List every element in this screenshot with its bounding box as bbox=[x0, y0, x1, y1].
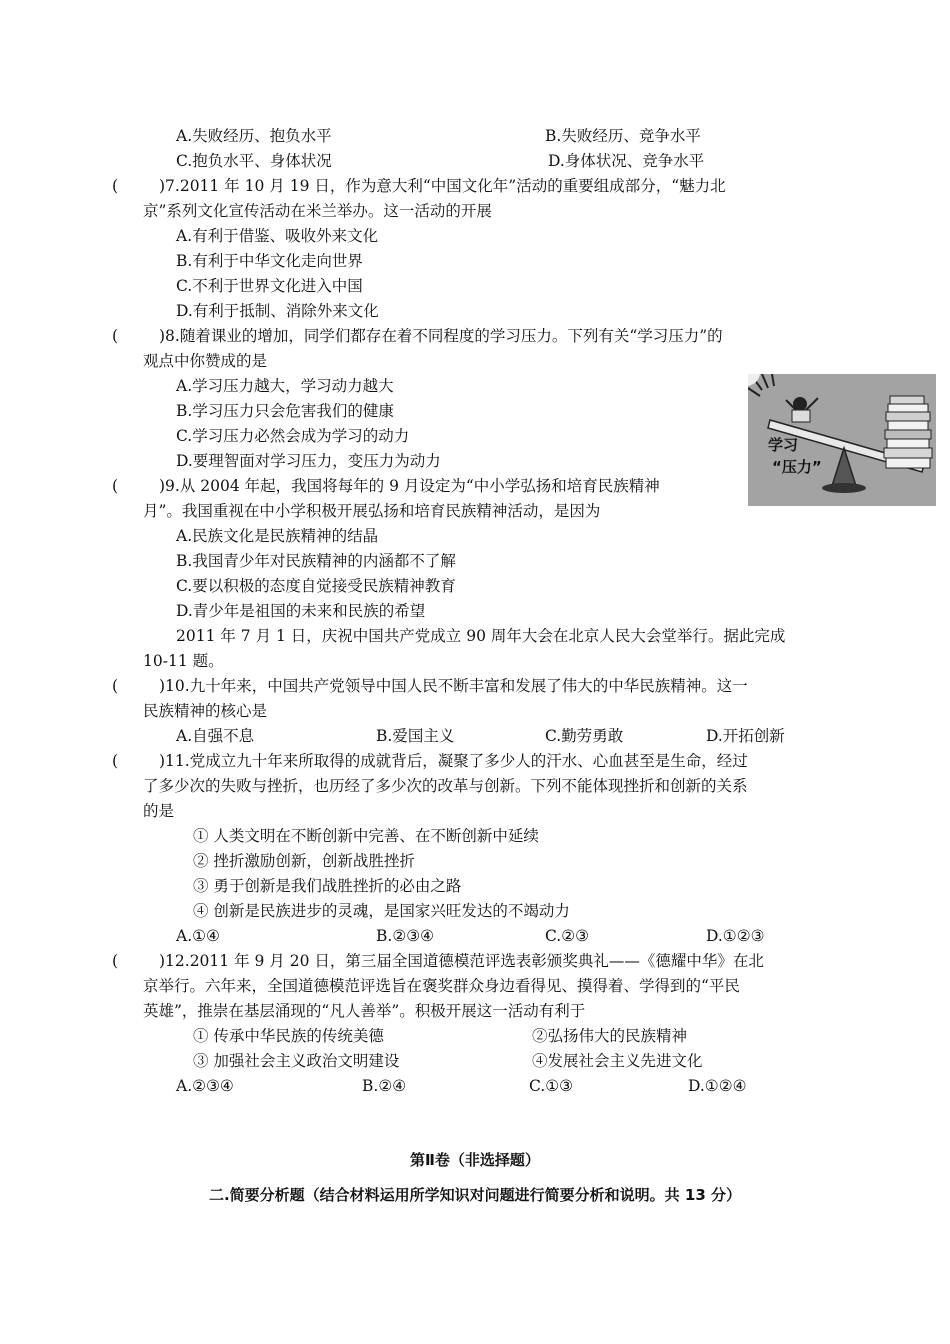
q10-stem-line-2: 民族精神的核心是 bbox=[143, 702, 268, 720]
q9-stem-line-1: )9.从 2004 年起，我国将每年的 9 月设定为“中小学弘扬和培育民族精神 bbox=[159, 477, 660, 495]
q8-stem-line-2: 观点中你赞成的是 bbox=[143, 352, 268, 370]
cartoon-label-top: 学习 bbox=[768, 436, 799, 454]
q10-stem-line-1: )10.九十年来，中国共产党领导中国人民不断丰富和发展了伟大的中华民族精神。这一 bbox=[159, 677, 748, 695]
q7-option-c[interactable]: C.不利于世界文化进入中国 bbox=[176, 277, 363, 295]
q12-option-d[interactable]: D.①②④ bbox=[688, 1077, 747, 1095]
q9-option-a[interactable]: A.民族文化是民族精神的结晶 bbox=[176, 527, 379, 545]
q7-option-a[interactable]: A.有利于借鉴、吸收外来文化 bbox=[176, 227, 379, 245]
q8-option-b[interactable]: B.学习压力只会危害我们的健康 bbox=[176, 402, 394, 420]
q6-option-a[interactable]: A.失败经历、抱负水平 bbox=[176, 127, 332, 145]
q10-option-c[interactable]: C.勤劳勇敢 bbox=[545, 727, 624, 745]
q10-option-a[interactable]: A.自强不息 bbox=[176, 727, 255, 745]
q11-answer-blank[interactable]: ( bbox=[112, 752, 119, 770]
q7-stem-line-2: 京”系列文化宣传活动在米兰举办。这一活动的开展 bbox=[143, 202, 492, 220]
q12-answer-blank[interactable]: ( bbox=[112, 952, 119, 970]
q9-option-d[interactable]: D.青少年是祖国的未来和民族的希望 bbox=[176, 602, 426, 620]
q11-item-1: ① 人类文明在不断创新中完善、在不断创新中延续 bbox=[193, 827, 539, 845]
q9-answer-blank[interactable]: ( bbox=[112, 477, 119, 495]
cartoon-illustration bbox=[748, 374, 936, 506]
section-2-heading: 二.简要分析题（结合材料运用所学知识对问题进行简要分析和说明。共 13 分） bbox=[208, 1186, 742, 1204]
q11-option-c[interactable]: C.②③ bbox=[545, 927, 590, 945]
q10-answer-blank[interactable]: ( bbox=[112, 677, 119, 695]
q9-option-b[interactable]: B.我国青少年对民族精神的内涵都不了解 bbox=[176, 552, 456, 570]
q12-item-1: ① 传承中华民族的传统美德 bbox=[193, 1027, 384, 1045]
q11-option-d[interactable]: D.①②③ bbox=[706, 927, 765, 945]
q12-option-c[interactable]: C.①③ bbox=[529, 1077, 574, 1095]
cartoon-label-bottom: “压力” bbox=[772, 458, 822, 476]
q12-item-4: ④发展社会主义先进文化 bbox=[532, 1052, 703, 1070]
q11-item-4: ④ 创新是民族进步的灵魂，是国家兴旺发达的不竭动力 bbox=[193, 902, 570, 920]
q6-option-c[interactable]: C.抱负水平、身体状况 bbox=[176, 152, 332, 170]
q11-stem-line-3: 的是 bbox=[143, 802, 175, 820]
q6-option-d[interactable]: D.身体状况、竞争水平 bbox=[548, 152, 705, 170]
q10-option-b[interactable]: B.爱国主义 bbox=[376, 727, 455, 745]
q9-option-c[interactable]: C.要以积极的态度自觉接受民族精神教育 bbox=[176, 577, 456, 595]
q6-option-b[interactable]: B.失败经历、竞争水平 bbox=[545, 127, 701, 145]
q8-option-c[interactable]: C.学习压力必然会成为学习的动力 bbox=[176, 427, 410, 445]
material-line-1: 2011 年 7 月 1 日，庆祝中国共产党成立 90 周年大会在北京人民大会堂举行。据此完成 bbox=[176, 627, 786, 645]
q11-option-a[interactable]: A.①④ bbox=[176, 927, 220, 945]
q8-option-a[interactable]: A.学习压力越大，学习动力越大 bbox=[176, 377, 394, 395]
q11-stem-line-2: 了多少次的失败与挫折，也历经了多少次的改革与创新。下列不能体现挫折和创新的关系 bbox=[143, 777, 748, 795]
q10-option-d[interactable]: D.开拓创新 bbox=[706, 727, 785, 745]
material-line-2: 10-11 题。 bbox=[143, 652, 224, 670]
q7-stem-line-1: )7.2011 年 10 月 19 日，作为意大利“中国文化年”活动的重要组成部分，“魅力北 bbox=[159, 177, 726, 195]
q8-stem-line-1: )8.随着课业的增加，同学们都存在着不同程度的学习压力。下列有关“学习压力”的 bbox=[159, 327, 723, 345]
q11-stem-line-1: )11.党成立九十年来所取得的成就背后，凝聚了多少人的汗水、心血甚至是生命，经过 bbox=[159, 752, 748, 770]
q12-stem-line-2: 京举行。六年来，全国道德模范评选旨在褒奖群众身边看得见、摸得着、学得到的“平民 bbox=[143, 977, 740, 995]
q7-option-d[interactable]: D.有利于抵制、消除外来文化 bbox=[176, 302, 379, 320]
q8-answer-blank[interactable]: ( bbox=[112, 327, 119, 345]
q11-item-2: ② 挫折激励创新，创新战胜挫折 bbox=[193, 852, 415, 870]
q12-option-b[interactable]: B.②④ bbox=[362, 1077, 407, 1095]
q12-item-2: ②弘扬伟大的民族精神 bbox=[532, 1027, 688, 1045]
q9-stem-line-2: 月”。我国重视在中小学积极开展弘扬和培育民族精神活动，是因为 bbox=[143, 502, 601, 520]
q12-stem-line-3: 英雄”，推崇在基层涌现的“凡人善举”。积极开展这一活动有利于 bbox=[143, 1002, 586, 1020]
section-2-title: 第Ⅱ卷（非选择题） bbox=[410, 1151, 540, 1169]
q12-stem-line-1: )12.2011 年 9 月 20 日，第三届全国道德模范评选表彰颁奖典礼——《德耀中华》在北 bbox=[159, 952, 764, 970]
q8-option-d[interactable]: D.要理智面对学习压力，变压力为动力 bbox=[176, 452, 441, 470]
q12-option-a[interactable]: A.②③④ bbox=[176, 1077, 234, 1095]
q12-item-3: ③ 加强社会主义政治文明建设 bbox=[193, 1052, 400, 1070]
study-pressure-cartoon bbox=[748, 374, 936, 506]
q7-option-b[interactable]: B.有利于中华文化走向世界 bbox=[176, 252, 363, 270]
q11-item-3: ③ 勇于创新是我们战胜挫折的必由之路 bbox=[193, 877, 462, 895]
q7-answer-blank[interactable]: ( bbox=[112, 177, 119, 195]
q11-option-b[interactable]: B.②③④ bbox=[376, 927, 435, 945]
